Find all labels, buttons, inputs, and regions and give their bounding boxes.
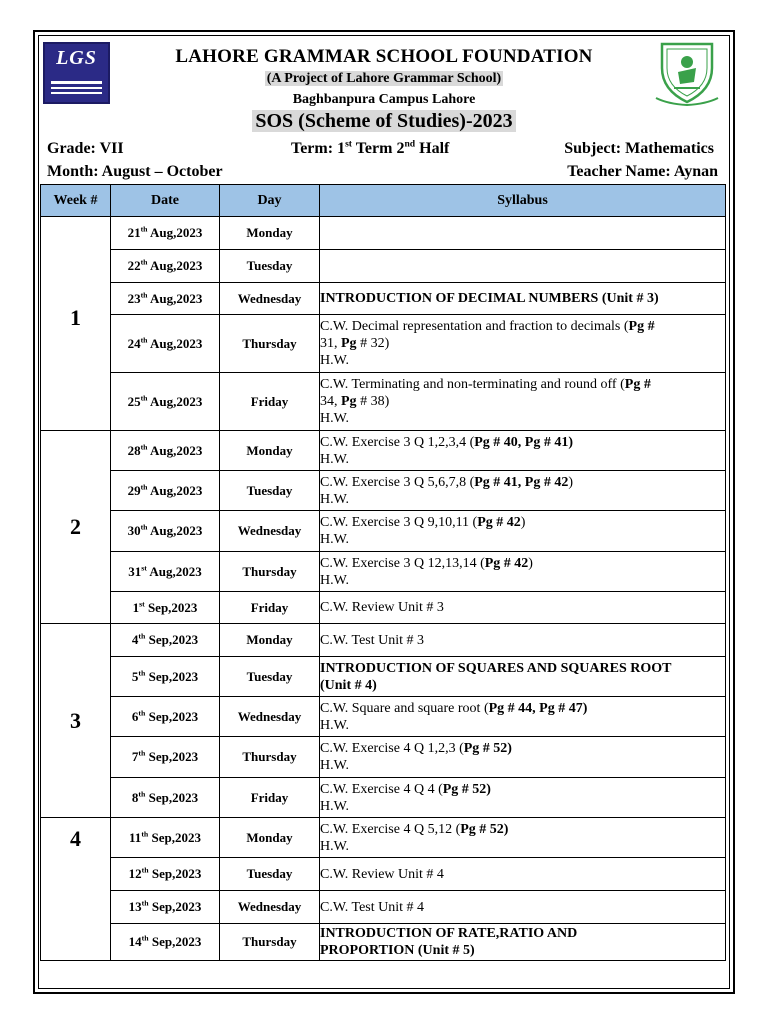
- day-cell: Monday: [220, 818, 320, 858]
- day-cell: Thursday: [220, 924, 320, 961]
- date-cell: 5th Sep,2023: [111, 657, 220, 697]
- date-cell: 22th Aug,2023: [111, 250, 220, 283]
- table-header-row: [41, 185, 726, 217]
- table-row: [41, 373, 726, 431]
- school-subtitle: (A Project of Lahore Grammar School): [266, 71, 502, 86]
- day-cell: Wednesday: [220, 511, 320, 552]
- date-cell: 29th Aug,2023: [111, 471, 220, 511]
- date-cell: 13th Sep,2023: [111, 891, 220, 924]
- syllabus-cell: C.W. Exercise 4 Q 1,2,3 (Pg # 52) H.W.: [320, 737, 726, 778]
- syllabus-cell: C.W. Exercise 4 Q 4 (Pg # 52) H.W.: [320, 778, 726, 818]
- table-row: [41, 471, 726, 511]
- subject-label: Subject: Mathematics: [564, 140, 714, 157]
- day-cell: Monday: [220, 217, 320, 250]
- date-cell: 31st Aug,2023: [111, 552, 220, 592]
- syllabus-cell: INTRODUCTION OF RATE,RATIO AND PROPORTION (Unit # 5): [320, 924, 726, 961]
- date-cell: 1st Sep,2023: [111, 592, 220, 624]
- table-row: [41, 737, 726, 778]
- syllabus-cell: C.W. Terminating and non-terminating and round off (Pg # 34, Pg # 38) H.W.: [320, 373, 726, 431]
- table-row: [41, 283, 726, 315]
- document-title: SOS (Scheme of Studies)-2023: [0, 110, 768, 133]
- day-cell: Tuesday: [220, 250, 320, 283]
- syllabus-cell: C.W. Exercise 3 Q 5,6,7,8 (Pg # 41, Pg # 42) H.W.: [320, 471, 726, 511]
- syllabus-cell: C.W. Review Unit # 4: [320, 858, 726, 891]
- syllabus-cell: C.W. Exercise 3 Q 1,2,3,4 (Pg # 40, Pg # 41) H.W.: [320, 431, 726, 471]
- date-cell: 25th Aug,2023: [111, 373, 220, 431]
- syllabus-cell: C.W. Review Unit # 3: [320, 592, 726, 624]
- day-cell: Tuesday: [220, 657, 320, 697]
- table-row: [41, 858, 726, 891]
- campus-name: Baghbanpura Campus Lahore: [292, 92, 476, 107]
- date-cell: 11th Sep,2023: [111, 818, 220, 858]
- week-number: 3: [41, 624, 111, 818]
- term-label: Term: 1st Term 2nd Half: [291, 138, 450, 157]
- week-number: 2: [41, 431, 111, 624]
- grade-label: Grade: VII: [47, 140, 124, 157]
- date-cell: 28th Aug,2023: [111, 431, 220, 471]
- teacher-label: Teacher Name: Aynan: [567, 163, 718, 180]
- lgs-logo-text: LGS: [56, 47, 97, 69]
- day-cell: Wednesday: [220, 283, 320, 315]
- day-cell: Friday: [220, 778, 320, 818]
- table-row: [41, 592, 726, 624]
- table-row: [41, 217, 726, 250]
- day-cell: Wednesday: [220, 697, 320, 737]
- table-row: [41, 315, 726, 373]
- syllabus-cell: C.W. Square and square root (Pg # 44, Pg # 47) H.W.: [320, 697, 726, 737]
- day-cell: Wednesday: [220, 891, 320, 924]
- date-cell: 30th Aug,2023: [111, 511, 220, 552]
- day-cell: Thursday: [220, 737, 320, 778]
- table-row: [41, 431, 726, 471]
- week-number: 4: [41, 818, 111, 961]
- syllabus-column-header: Syllabus: [320, 185, 726, 217]
- table-row: [41, 697, 726, 737]
- school-name: LAHORE GRAMMAR SCHOOL FOUNDATION: [175, 46, 593, 67]
- date-cell: 21th Aug,2023: [111, 217, 220, 250]
- table-row: [41, 624, 726, 657]
- syllabus-cell: C.W. Exercise 4 Q 5,12 (Pg # 52) H.W.: [320, 818, 726, 858]
- week-column-header: Week #: [41, 185, 111, 217]
- date-cell: 23th Aug,2023: [111, 283, 220, 315]
- table-row: [41, 924, 726, 961]
- month-label: Month: August – October: [47, 163, 223, 180]
- table-row: [41, 250, 726, 283]
- day-cell: Thursday: [220, 315, 320, 373]
- day-cell: Tuesday: [220, 471, 320, 511]
- day-cell: Monday: [220, 431, 320, 471]
- day-cell: Tuesday: [220, 858, 320, 891]
- date-cell: 14th Sep,2023: [111, 924, 220, 961]
- day-cell: Thursday: [220, 552, 320, 592]
- syllabus-cell: [320, 217, 726, 250]
- table-row: [41, 552, 726, 592]
- date-cell: 12th Sep,2023: [111, 858, 220, 891]
- syllabus-cell: C.W. Exercise 3 Q 9,10,11 (Pg # 42) H.W.: [320, 511, 726, 552]
- table-row: [41, 657, 726, 697]
- date-column-header: Date: [111, 185, 220, 217]
- date-cell: 6th Sep,2023: [111, 697, 220, 737]
- day-cell: Monday: [220, 624, 320, 657]
- syllabus-cell: INTRODUCTION OF DECIMAL NUMBERS (Unit # 3): [320, 283, 726, 315]
- date-cell: 7th Sep,2023: [111, 737, 220, 778]
- syllabus-cell: C.W. Exercise 3 Q 12,13,14 (Pg # 42) H.W.: [320, 552, 726, 592]
- table-row: [41, 778, 726, 818]
- syllabus-cell: C.W. Test Unit # 4: [320, 891, 726, 924]
- date-cell: 4th Sep,2023: [111, 624, 220, 657]
- day-column-header: Day: [220, 185, 320, 217]
- table-row: [41, 818, 726, 858]
- syllabus-cell: C.W. Decimal representation and fraction to decimals (Pg # 31, Pg # 32) H.W.: [320, 315, 726, 373]
- table-row: [41, 511, 726, 552]
- date-cell: 24th Aug,2023: [111, 315, 220, 373]
- day-cell: Friday: [220, 373, 320, 431]
- syllabus-cell: C.W. Test Unit # 3: [320, 624, 726, 657]
- table-row: [41, 891, 726, 924]
- week-number: 1: [41, 217, 111, 431]
- syllabus-cell: INTRODUCTION OF SQUARES AND SQUARES ROOT (Unit # 4): [320, 657, 726, 697]
- syllabus-cell: [320, 250, 726, 283]
- scheme-table: [40, 184, 726, 961]
- day-cell: Friday: [220, 592, 320, 624]
- date-cell: 8th Sep,2023: [111, 778, 220, 818]
